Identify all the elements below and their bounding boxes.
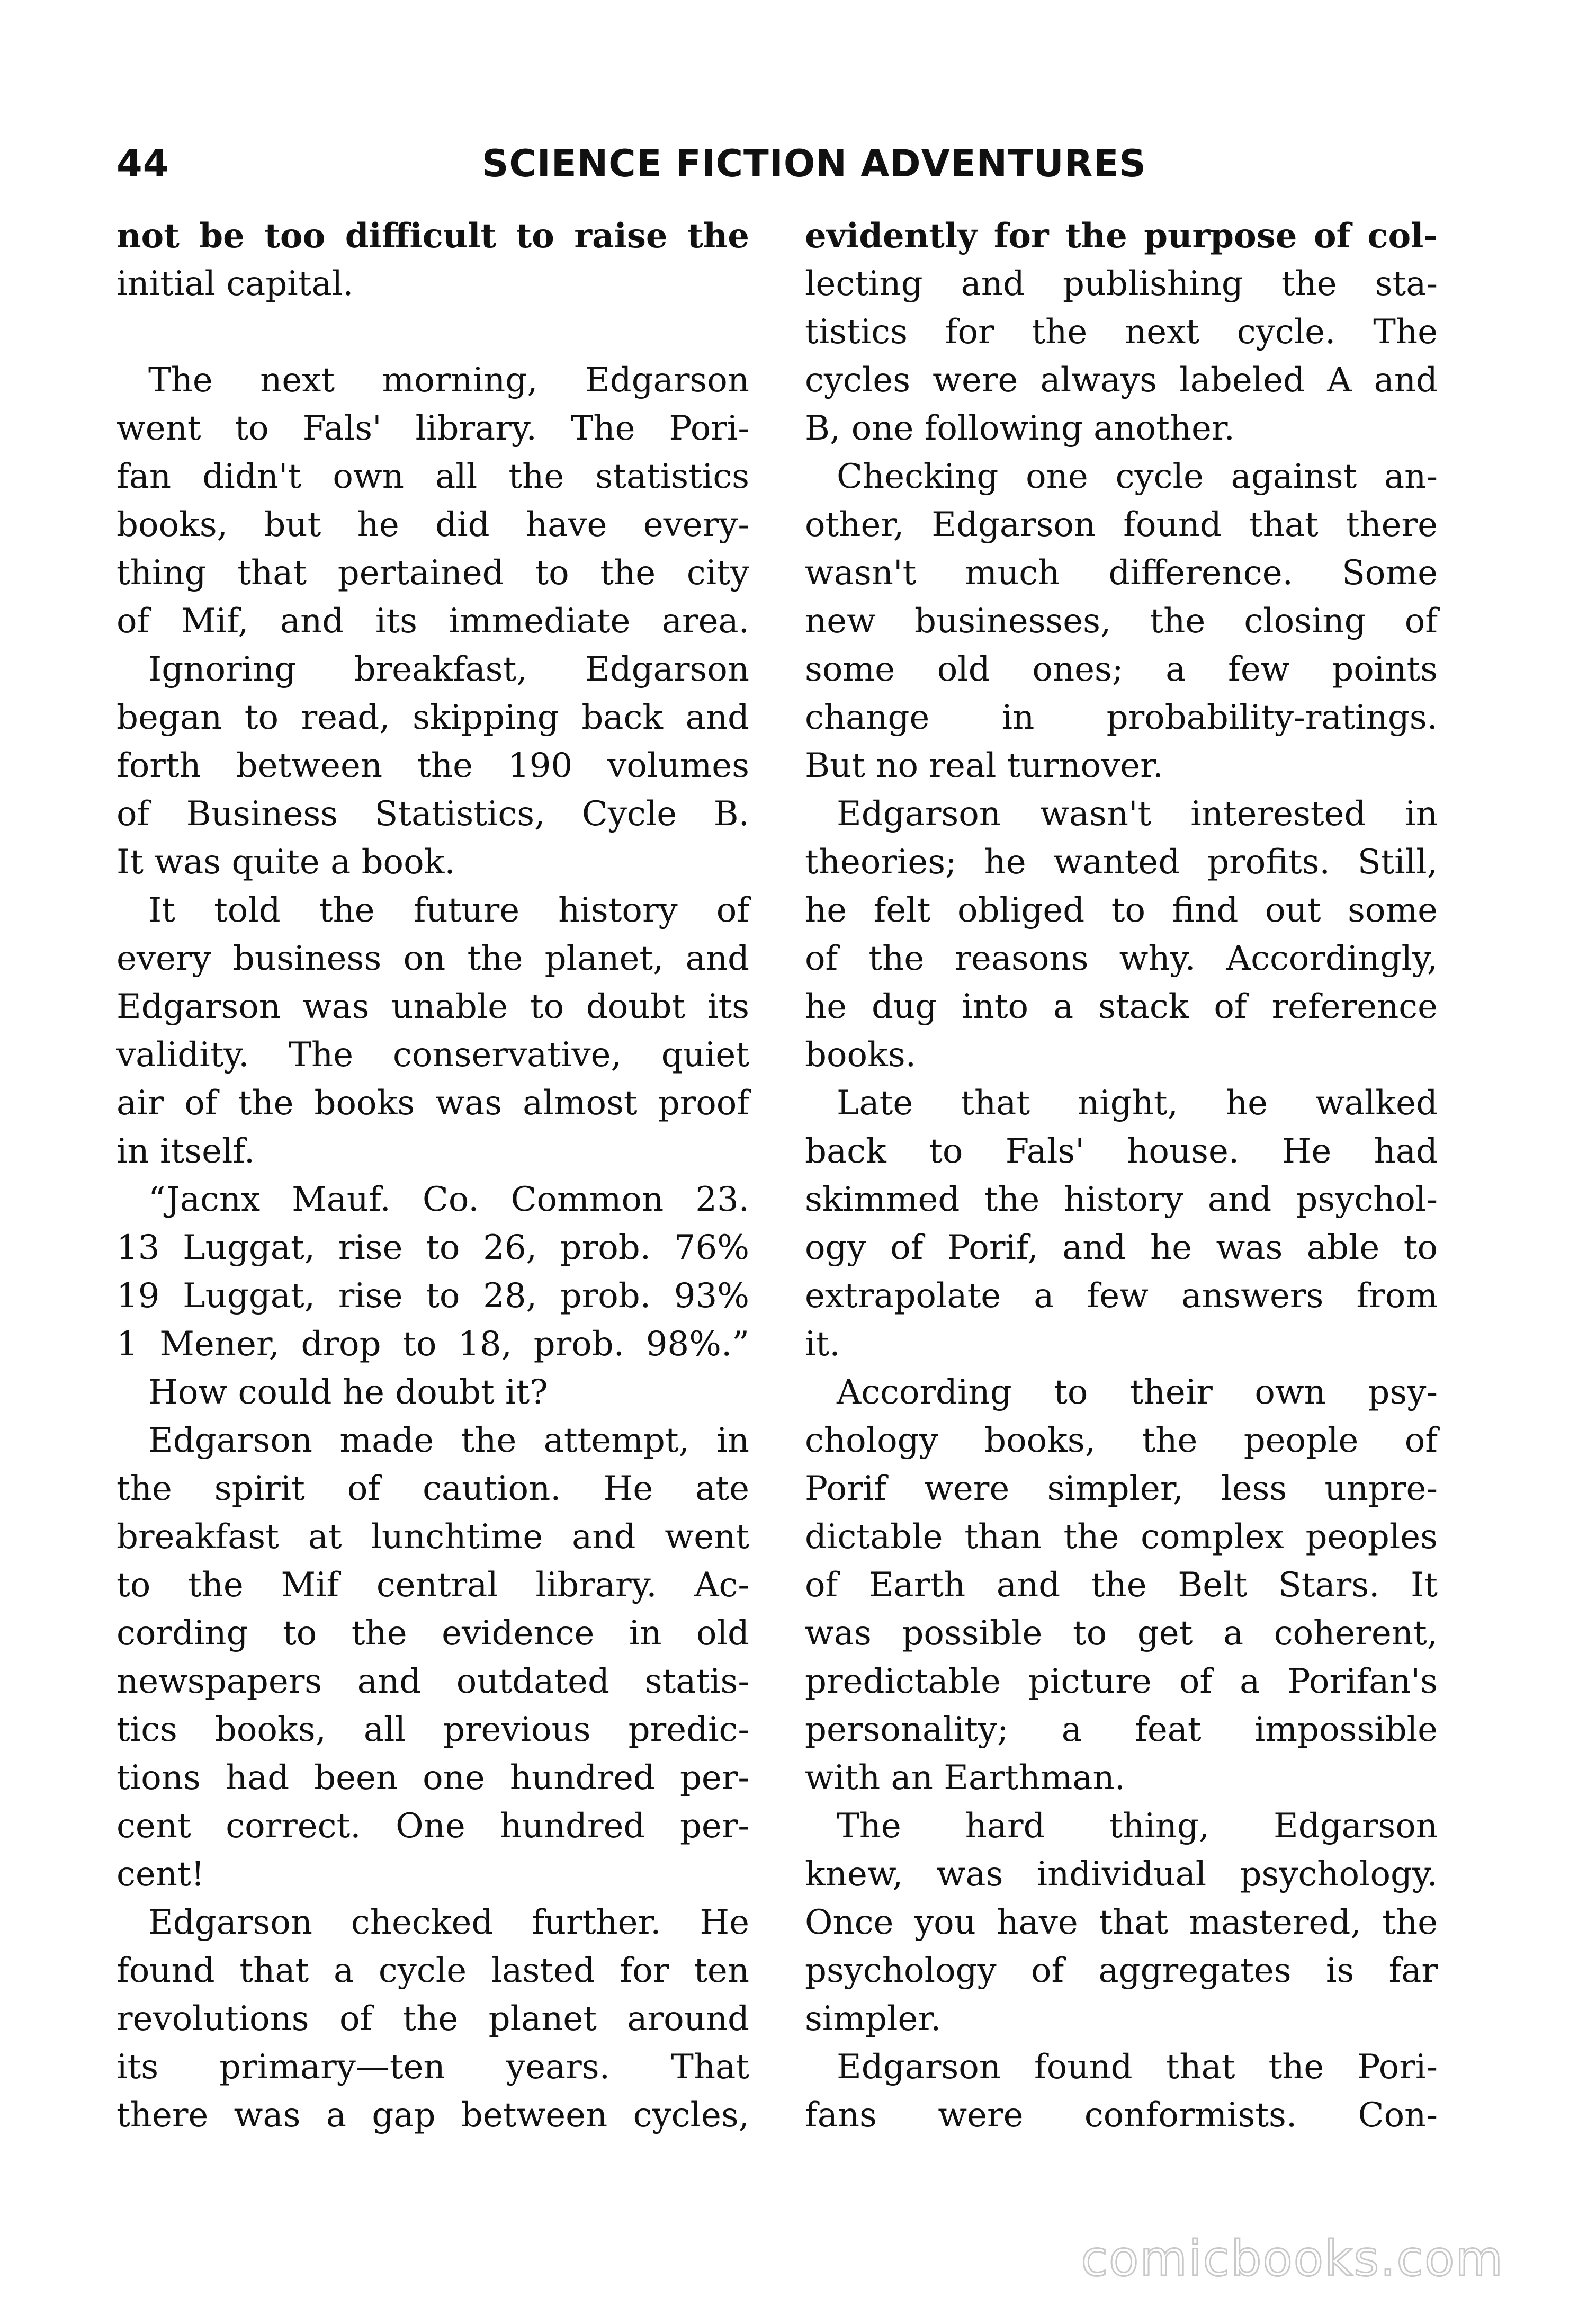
text-line: cycles were always labeled A and [805,361,1438,400]
text-line: began to read, skipping back and [116,698,749,737]
text-line: forth between the 190 volumes [116,746,749,785]
running-head: SCIENCE FICTION ADVENTURES [482,142,1146,185]
text-line: knew, was individual psychology. [805,1855,1438,1894]
text-line: chology books, the people of [805,1421,1438,1460]
right-text-column [805,212,1438,2140]
text-line: books, but he did have every- [116,505,749,544]
text-line: not be too difficult to raise the [116,216,749,256]
text-line: Once you have that mastered, the [805,1903,1438,1942]
text-line: validity. The conservative, quiet [116,1035,749,1075]
text-line: Edgarson made the attempt, in [148,1421,749,1460]
text-line: of Business Statistics, Cycle B. [116,794,749,834]
text-line: of the reasons why. Accordingly, [805,939,1438,978]
text-line: cording to the evidence in old [116,1614,749,1653]
text-line: theories; he wanted profits. Still, [805,843,1438,882]
text-line: change in probability-ratings. [805,698,1438,737]
text-line: Ignoring breakfast, Edgarson [148,650,749,689]
text-line: the spirit of caution. He ate [116,1469,749,1508]
text-line: back to Fals' house. He had [805,1132,1438,1171]
text-line: revolutions of the planet around [116,1999,749,2039]
text-line: books. [805,1035,916,1075]
text-line: thing that pertained to the city [116,553,749,593]
text-line: 19 Luggat, rise to 28, prob. 93% [116,1276,749,1316]
text-line: some old ones; a few points [805,650,1438,689]
text-line: evidently for the purpose of col- [805,216,1438,256]
paragraph-gap [116,308,749,356]
text-line: According to their own psy- [837,1373,1438,1412]
text-line: B, one following another. [805,409,1235,448]
text-line: to the Mif central library. Ac- [116,1566,749,1605]
text-line: extrapolate a few answers from [805,1276,1438,1316]
text-line: there was a gap between cycles, [116,2096,749,2135]
text-line: he felt obliged to find out some [805,891,1438,930]
text-line: breakfast at lunchtime and went [116,1517,749,1557]
text-line: initial capital. [116,264,354,303]
text-line: its primary—ten years. That [116,2048,749,2087]
site-watermark: comicbooks.com [1081,2230,1504,2287]
text-line: How could he doubt it? [148,1373,548,1412]
text-line: Edgarson was unable to doubt its [116,987,749,1026]
text-line: “Jacnx Mauf. Co. Common 23. [148,1180,749,1219]
text-line: went to Fals' library. The Pori- [116,409,749,448]
text-line: fan didn't own all the statistics [116,457,749,496]
text-line: newspapers and outdated statis- [116,1662,749,1701]
text-line: tics books, all previous predic- [116,1710,749,1749]
text-line: psychology of aggregates is far [805,1951,1438,1990]
text-line: with an Earthman. [805,1758,1126,1798]
text-line: of Earth and the Belt Stars. It [805,1566,1438,1605]
text-line: ogy of Porif, and he was able to [805,1228,1438,1267]
text-line: of Mif, and its immediate area. [116,602,749,641]
text-line: dictable than the complex peoples [805,1517,1438,1557]
text-line: predictable picture of a Porifan's [805,1662,1438,1701]
text-line: It was quite a book. [116,843,455,882]
text-line: Edgarson wasn't interested in [837,794,1438,834]
text-line: found that a cycle lasted for ten [116,1951,749,1990]
text-line: 13 Luggat, rise to 26, prob. 76% [116,1228,749,1267]
text-line: new businesses, the closing of [805,602,1438,641]
text-line: wasn't much difference. Some [805,553,1438,593]
text-line: The next morning, Edgarson [148,361,749,400]
text-line: It told the future history of [148,891,749,930]
text-line: The hard thing, Edgarson [837,1807,1438,1846]
text-line: Edgarson checked further. He [148,1903,749,1942]
text-line: simpler. [805,1999,942,2039]
text-line: he dug into a stack of reference [805,987,1438,1026]
text-line: personality; a feat impossible [805,1710,1438,1749]
text-line: Late that night, he walked [837,1084,1438,1123]
page-header [116,142,1440,205]
text-line: other, Edgarson found that there [805,505,1438,544]
text-line: fans were conformists. Con- [805,2096,1438,2135]
page-number: 44 [116,142,169,185]
text-line: Porif were simpler, less unpre- [805,1469,1438,1508]
text-line: cent! [116,1855,205,1894]
text-line: in itself. [116,1132,255,1171]
text-line: tistics for the next cycle. The [805,312,1438,352]
text-line: But no real turnover. [805,746,1164,785]
text-line: skimmed the history and psychol- [805,1180,1438,1219]
text-line: every business on the planet, and [116,939,749,978]
text-line: Edgarson found that the Pori- [837,2048,1438,2087]
text-line: cent correct. One hundred per- [116,1807,749,1846]
left-text-column [116,212,749,2140]
text-line: it. [805,1325,840,1364]
text-line: 1 Mener, drop to 18, prob. 98%.” [116,1325,749,1364]
text-line: air of the books was almost proof [116,1084,749,1123]
text-line: tions had been one hundred per- [116,1758,749,1798]
text-line: was possible to get a coherent, [805,1614,1438,1653]
text-line: Checking one cycle against an- [837,457,1438,496]
text-line: lecting and publishing the sta- [805,264,1438,303]
